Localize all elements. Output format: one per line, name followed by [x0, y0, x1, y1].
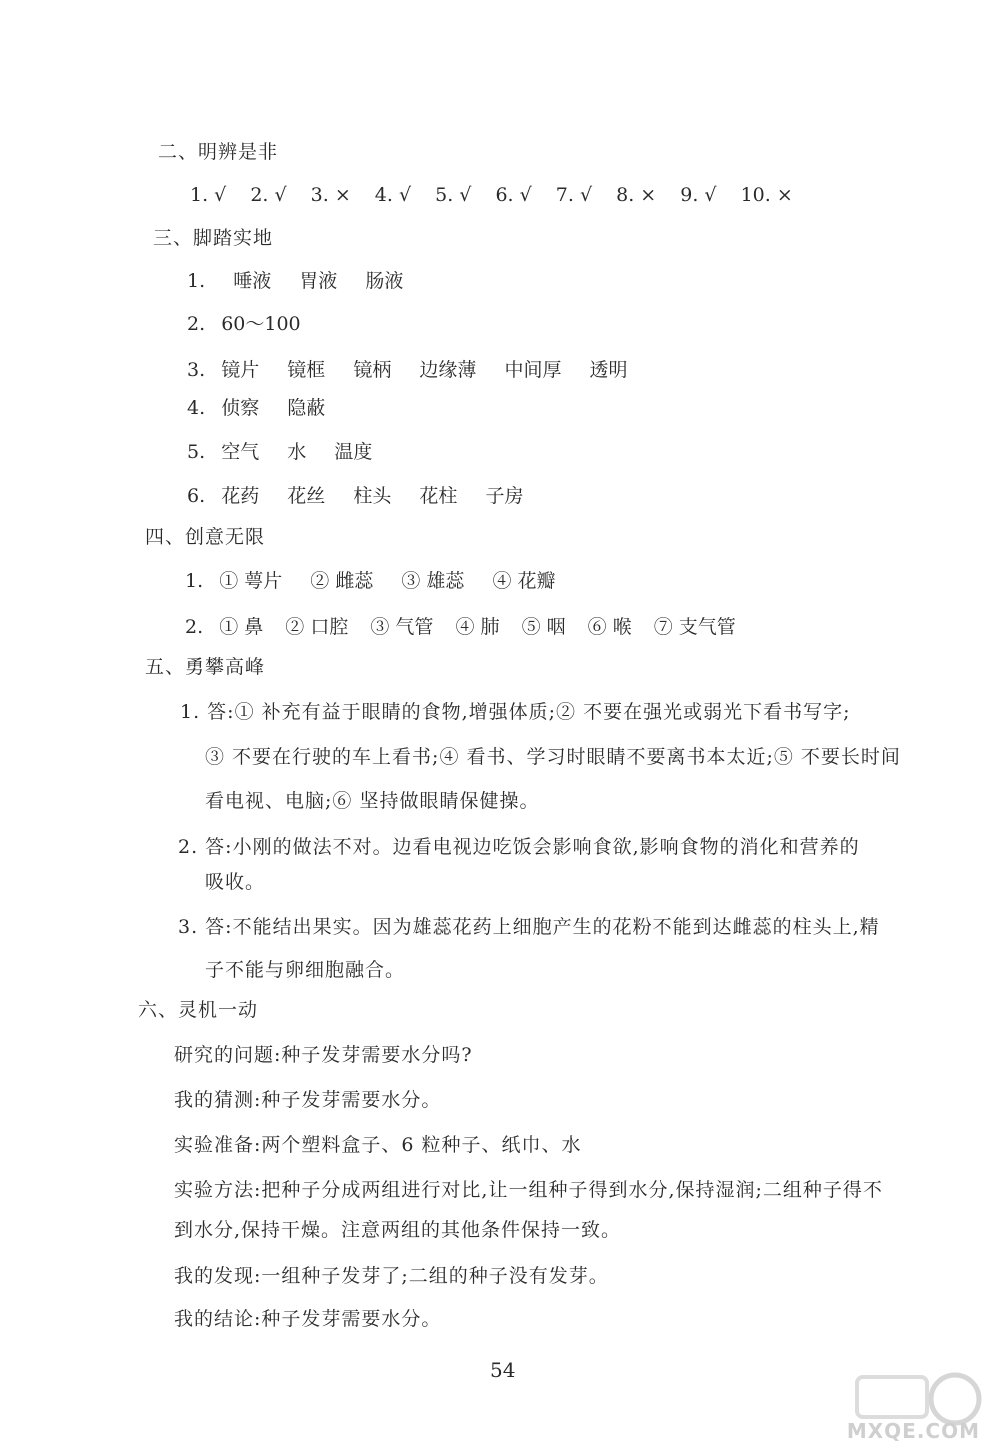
section-title-challenge: 五、勇攀高峰	[145, 656, 266, 678]
fill-item-6	[187, 481, 545, 508]
answer-5: 5. √	[435, 184, 472, 206]
word: 空气	[221, 441, 260, 463]
word: 花柱	[419, 485, 458, 507]
word: 花丝	[287, 485, 326, 507]
flower-part: ① 萼片	[219, 570, 283, 592]
word: 透明	[589, 359, 628, 381]
word: 边缘薄	[419, 359, 477, 381]
respiratory-part: ④ 肺	[455, 616, 500, 638]
fill-item-4	[187, 393, 347, 420]
word: 唾液	[233, 270, 272, 292]
page-number: 54	[490, 1358, 516, 1382]
challenge-answer-3-line-1: 3. 答:不能结出果实。因为雄蕊花药上细胞产生的花粉不能到达雌蕊的柱头上,精	[178, 916, 880, 938]
word: 中间厚	[504, 359, 562, 381]
item-number: 2.	[187, 313, 206, 335]
word: 镜柄	[353, 359, 392, 381]
answer-9: 9. √	[680, 184, 717, 206]
answer-10: 10. ×	[740, 184, 793, 206]
answer-7: 7. √	[555, 184, 593, 206]
judgement-answers	[190, 184, 811, 206]
item-number: 2.	[185, 616, 204, 638]
word: 胃液	[299, 270, 338, 292]
word: 侦察	[221, 397, 260, 419]
word: 镜片	[221, 359, 260, 381]
answer-2: 2. √	[250, 184, 287, 206]
watermark-text: MXQE.COM	[846, 1419, 980, 1443]
respiratory-part: ⑦ 支气管	[653, 616, 736, 638]
challenge-answer-1-line-3: 看电视、电脑;⑥ 坚持做眼睛保健操。	[205, 790, 540, 812]
watermark-logo	[787, 1369, 992, 1449]
respiratory-part: ① 鼻	[219, 616, 264, 638]
respiratory-part: ③ 气管	[370, 616, 434, 638]
challenge-answer-1-line-2: ③ 不要在行驶的车上看书;④ 看书、学习时眼睛不要离书本太近;⑤ 不要长时间	[205, 746, 901, 768]
item-number: 4.	[187, 397, 206, 419]
item-number: 1.	[187, 270, 206, 292]
word: 子房	[485, 485, 524, 507]
item-number: 1.	[185, 570, 204, 592]
word: 花药	[221, 485, 260, 507]
method-line-2: 到水分,保持干燥。注意两组的其他条件保持一致。	[174, 1219, 622, 1241]
flower-part: ④ 花瓣	[492, 570, 556, 592]
materials: 实验准备:两个塑料盒子、6 粒种子、纸巾、水	[174, 1134, 582, 1156]
creative-item-2	[185, 612, 758, 639]
word: 60～100	[221, 313, 301, 335]
word: 隐蔽	[287, 397, 326, 419]
answer-6: 6. √	[495, 184, 532, 206]
respiratory-part: ⑤ 咽	[521, 616, 566, 638]
creative-item-1	[185, 566, 578, 593]
challenge-answer-2-line-1: 2. 答:小刚的做法不对。边看电视边吃饭会影响食欲,影响食物的消化和营养的	[178, 836, 860, 858]
challenge-answer-2-line-2: 吸收。	[205, 871, 266, 893]
answer-8: 8. ×	[616, 184, 657, 206]
word: 柱头	[353, 485, 392, 507]
answer-4: 4. √	[374, 184, 412, 206]
challenge-answer-1-line-1: 1. 答:① 补充有益于眼睛的食物,增强体质;② 不要在强光或弱光下看书写字;	[180, 701, 851, 723]
fill-item-2	[187, 309, 323, 336]
fill-item-3	[187, 355, 650, 382]
conclusion: 我的结论:种子发芽需要水分。	[174, 1308, 442, 1330]
word: 温度	[334, 441, 373, 463]
respiratory-part: ② 口腔	[285, 616, 349, 638]
item-number: 5.	[187, 441, 206, 463]
research-question: 研究的问题:种子发芽需要水分吗?	[174, 1044, 473, 1066]
fill-item-5	[187, 437, 394, 464]
method-line-1: 实验方法:把种子分成两组进行对比,让一组种子得到水分,保持湿润;二组种子得不	[174, 1179, 883, 1201]
word: 镜框	[287, 359, 326, 381]
flower-part: ③ 雄蕊	[401, 570, 465, 592]
answer-3: 3. ×	[310, 184, 351, 206]
fill-item-1	[187, 266, 425, 293]
flower-part: ② 雌蕊	[310, 570, 374, 592]
hypothesis: 我的猜测:种子发芽需要水分。	[174, 1089, 442, 1111]
section-title-judgement: 二、明辨是非	[158, 141, 279, 163]
word: 肠液	[365, 270, 404, 292]
challenge-answer-3-line-2: 子不能与卵细胞融合。	[205, 959, 406, 981]
findings: 我的发现:一组种子发芽了;二组的种子没有发芽。	[174, 1265, 609, 1287]
section-title-fill: 三、脚踏实地	[153, 227, 274, 249]
item-number: 6.	[187, 485, 206, 507]
item-number: 3.	[187, 359, 206, 381]
section-title-creative: 四、创意无限	[145, 526, 266, 548]
answer-1: 1. √	[190, 184, 227, 206]
word: 水	[287, 441, 307, 463]
respiratory-part: ⑥ 喉	[587, 616, 632, 638]
section-title-experiment: 六、灵机一动	[138, 999, 259, 1021]
